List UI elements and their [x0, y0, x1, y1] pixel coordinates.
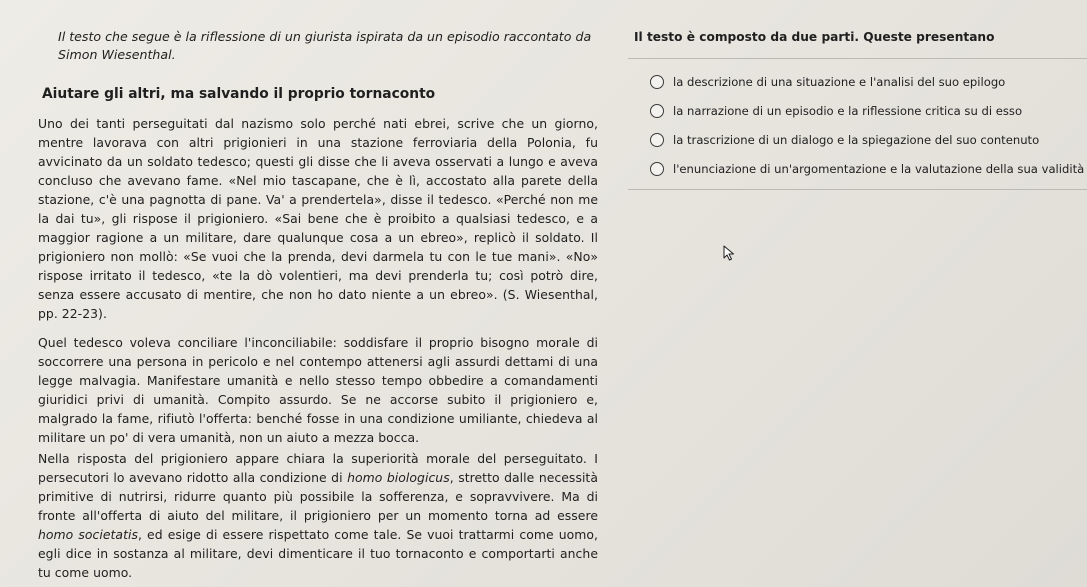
passage-paragraph-2: Quel tedesco voleva conciliare l'inconciliabile: soddisfare il proprio bisogno morale di soccorrere una persona in pericolo e nel contempo attenersi agli assurdi dettami di una legge malvagia. Manifestare umanità e nello stesso tempo obbedire a comandamenti giuridici privi di umanità. Compito assurdo. Se ne accorse subito il prigioniero e, malgrado la fame, rifiutò l'offerta: benché fosse in una condizione umiliante, chiedeva al militare un po' di vera umanità, non un aiuto a mezza bocca.: [38, 335, 598, 445]
radio-icon[interactable]: [650, 75, 664, 89]
radio-icon[interactable]: [650, 162, 664, 176]
radio-icon[interactable]: [650, 104, 664, 118]
answer-option-label: la descrizione di una situazione e l'analisi del suo epilogo: [673, 74, 1006, 89]
passage-intro: Il testo che segue è la riflessione di un giurista ispirata da un episodio raccontato da Simon Wiesenthal.: [58, 29, 592, 62]
answer-option-label: la trascrizione di un dialogo e la spiegazione del suo contenuto: [673, 132, 1040, 147]
p3-emphasis-2: homo societatis: [38, 527, 138, 542]
question-text: Il testo è composto da due parti. Queste presentano: [634, 30, 995, 44]
answer-option-1[interactable]: [650, 67, 1087, 96]
radio-icon[interactable]: [650, 133, 664, 147]
passage-paragraph-1: Uno dei tanti perseguitati dal nazismo solo perché nati ebrei, scrive che un giorno, mentre lavorava con altri prigionieri in una stazione ferroviaria della Polonia, fu avvicinato da un soldato tedesco; questi gli disse che li aveva osservati a lungo e aveva concluso che avevano fame. «Nel mio tascapane, che è lì, accostato alla parete della stazione, c'è una pagnotta di pane. Va' a prendertela», disse il tedesco. «Perché non me la dai tu», gli rispose il prigioniero. «Sai bene che è proibito a qualsiasi tedesco, e a maggior ragione a un militare, dare qualunque cosa a un ebreo», replicò il soldato. Il prigioniero non mollò: «Se vuoi che la prenda, devi darmela tu con le tue mani». «No» rispose irritato il tedesco, «te la dò volentieri, ma devi prenderla tu; così potrò dire, senza essere accusato di mentire, che non ho dato niente a un ebreo». (S. Wiesenthal, pp. 22-23).: [38, 116, 598, 321]
p3-text-3: , ed esige di essere rispettato come tale. Se vuoi trattarmi come uomo, egli dice in sostanza al militare, devi dimenticare il tuo tornaconto e comportarti anche tu come uomo.: [38, 527, 598, 580]
p3-emphasis-1: homo biologicus: [347, 470, 450, 485]
passage-title: Aiutare gli altri, ma salvando il proprio tornaconto: [42, 86, 436, 102]
passage-paragraph-3: [38, 449, 598, 582]
question-panel: [628, 28, 1087, 190]
answer-options: [628, 58, 1087, 190]
answer-option-label: la narrazione di un episodio e la riflessione critica su di esso: [673, 103, 1023, 118]
p3-text-2: , stretto dalle necessità primitive di nutrirsi, ridurre quanto più possibile la sofferenza, e sopravvivere. Ma di fronte all'offerta di aiuto del militare, il prigioniero per un momento torna ad essere: [38, 470, 598, 523]
answer-option-label: l'enunciazione di un'argomentazione e la valutazione della sua validità: [673, 161, 1085, 176]
answer-option-4[interactable]: [650, 154, 1087, 183]
answer-option-3[interactable]: [650, 125, 1087, 154]
passage: [10, 28, 598, 582]
answer-option-2[interactable]: [650, 96, 1087, 125]
p3-text-1: Nella risposta del prigioniero appare chiara la superiorità morale del perseguitato. I persecutori lo avevano ridotto alla condizione di: [38, 451, 598, 485]
mouse-pointer-icon: [723, 245, 735, 261]
